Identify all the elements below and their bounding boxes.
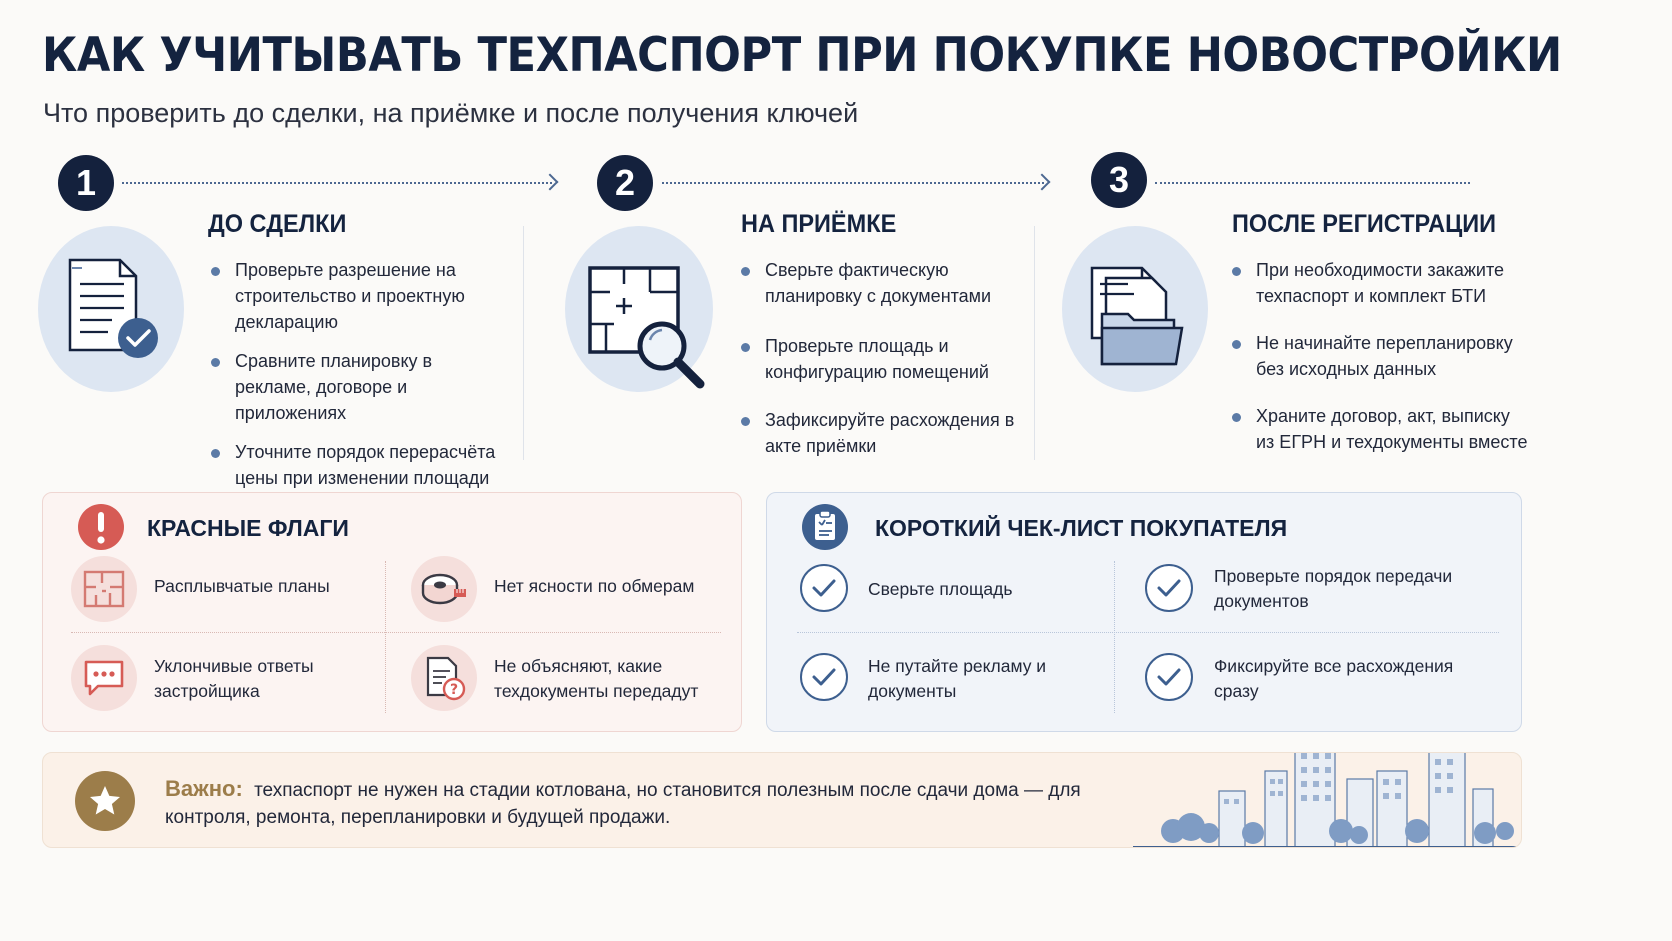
folder-documents-icon [1084, 262, 1194, 372]
bullet-item: Не начинайте перепланировку без исходных данных [1230, 330, 1530, 382]
important-text: техпаспорт не нужен на стадии котлована, но становится полезным после сдачи дома — для контроля, ремонта, перепланировки и будущей продажи. [165, 780, 1081, 828]
red-flags-title: КРАСНЫЕ ФЛАГИ [147, 515, 349, 541]
document-check-icon [62, 254, 172, 364]
important-note [42, 752, 1522, 848]
check-circle-icon [800, 653, 848, 701]
checklist-panel [766, 492, 1522, 732]
checklist-item-text: Фиксируйте все расхождения сразу [1214, 656, 1454, 701]
floorplan-magnifier-icon [584, 262, 708, 390]
step-3-bullets [1230, 257, 1530, 468]
exclamation-icon [77, 503, 125, 551]
arrow-right-icon [542, 174, 559, 191]
divider [385, 561, 386, 713]
divider [1114, 561, 1115, 713]
tape-measure-icon [411, 556, 477, 622]
svg-text:?: ? [449, 682, 459, 698]
bullet-item: Проверьте разрешение на строительство и проектную декларацию [209, 257, 509, 335]
checklist-item-text: Проверьте порядок передачи документов [1214, 566, 1453, 611]
city-skyline-illustration [1133, 752, 1522, 848]
divider [797, 632, 1499, 633]
step-connector [662, 182, 1044, 184]
step-2-bullets [739, 257, 1024, 472]
star-icon [75, 771, 135, 831]
checklist-item-text: Сверьте площадь [868, 579, 1013, 599]
red-flag-text: Расплывчатые планы [154, 576, 330, 596]
red-flag-text: Уклончивые ответы застройщика [154, 656, 314, 701]
step-connector [1155, 182, 1470, 184]
bullet-item: Сравните планировку в рекламе, договоре и приложениях [209, 348, 509, 426]
important-text-block [165, 775, 1125, 831]
document-question-icon [411, 645, 477, 711]
divider [1034, 226, 1035, 460]
step-3-badge: 3 [1091, 152, 1147, 208]
red-flag-text: Не объясняют, какие техдокументы передадут [494, 656, 699, 701]
step-1-bullets [209, 257, 509, 504]
check-circle-icon [1145, 564, 1193, 612]
divider [71, 632, 721, 633]
page-subtitle: Что проверить до сделки, на приёмке и после получения ключей [43, 98, 859, 128]
bullet-item: Храните договор, акт, выписку из ЕГРН и техдокументы вместе [1230, 403, 1530, 455]
step-2-badge: 2 [597, 155, 653, 211]
step-1-title: ДО СДЕЛКИ [208, 210, 347, 238]
checklist-title: КОРОТКИЙ ЧЕК-ЛИСТ ПОКУПАТЕЛЯ [875, 515, 1288, 541]
step-2-title: НА ПРИЁМКЕ [741, 210, 897, 238]
step-connector [122, 182, 552, 184]
divider [523, 226, 524, 460]
bullet-item: При необходимости закажите техпаспорт и комплект БТИ [1230, 257, 1530, 309]
checklist-item-text: Не путайте рекламу и документы [868, 656, 1047, 701]
red-flags-panel [42, 492, 742, 732]
important-label: Важно: [165, 776, 243, 801]
clipboard-icon [801, 503, 849, 551]
check-circle-icon [800, 564, 848, 612]
step-1-badge: 1 [58, 155, 114, 211]
step-3-title: ПОСЛЕ РЕГИСТРАЦИИ [1232, 210, 1497, 238]
bullet-item: Сверьте фактическую планировку с документами [739, 257, 1024, 309]
bullet-item: Уточните порядок перерасчёта цены при изменении площади [209, 439, 509, 491]
page-title: КАК УЧИТЫВАТЬ ТЕХПАСПОРТ ПРИ ПОКУПКЕ НОВОСТРОЙКИ [42, 28, 1562, 83]
chat-bubble-icon [71, 645, 137, 711]
arrow-right-icon [1034, 174, 1051, 191]
bullet-item: Зафиксируйте расхождения в акте приёмки [739, 407, 1024, 459]
red-flag-text: Нет ясности по обмерам [494, 576, 695, 596]
check-circle-icon [1145, 653, 1193, 701]
bullet-item: Проверьте площадь и конфигурацию помещений [739, 333, 1024, 385]
blurry-plan-icon [71, 556, 137, 622]
